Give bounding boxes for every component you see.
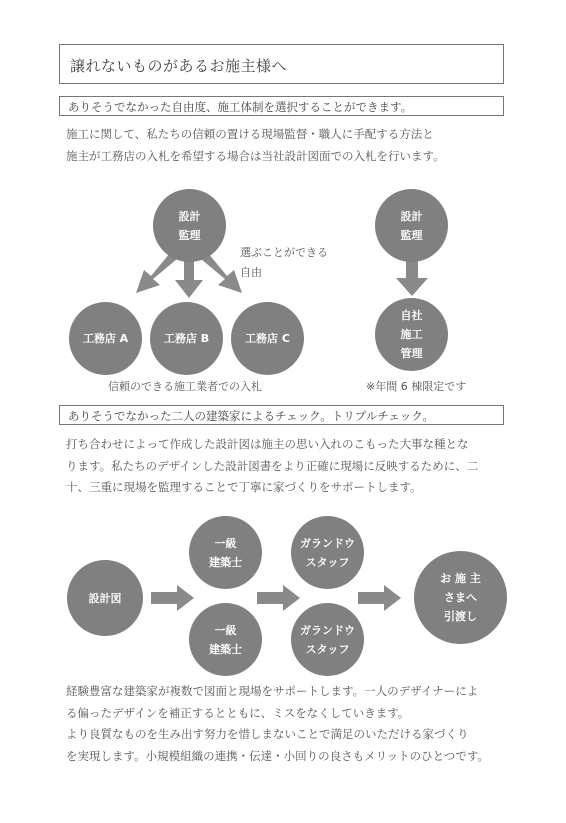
section2-para-line: ります。私たちのデザインした設計図書をより正確に現場に反映するために、二 (66, 458, 479, 473)
choice-label-line1: 選ぶことができる (240, 246, 328, 259)
arrow-drawing-to-architect (151, 585, 194, 611)
section2-heading: ありそうでなかった二人の建築家によるチェック。トリプルチェック。 (68, 409, 434, 423)
arrow-staff-to-handover (358, 585, 401, 611)
arrow-to-a (136, 253, 177, 293)
section1-para-line: 施主が工務店の入札を希望する場合は当社設計図面での入札を行います。 (66, 148, 445, 163)
closing-line: を実現します。小規模組織の連携・伝達・小回りの良さもメリットのひとつです。 (66, 748, 489, 763)
contractor-c-circle: 工務店 C (231, 302, 304, 375)
arrow-architect-to-staff (257, 585, 300, 611)
staff-circle-2: ガランドウ スタッフ (291, 603, 364, 676)
arrow-to-b (175, 258, 203, 298)
caption-right: ※年間 6 棟限定です (366, 380, 467, 393)
section2-heading-box (59, 405, 504, 425)
section2-paragraph (66, 434, 506, 499)
section2-para-line: 打ち合わせによって作成した設計図は施主の思い入れのこもった大事な種とな (66, 437, 469, 451)
arrow-to-c (201, 253, 242, 293)
closing-line: る偏ったデザインを補正するとともに、ミスをなくしていきます。 (66, 705, 410, 720)
choice-label-line2: 自由 (240, 266, 262, 279)
architect-circle-2: 一級 建築士 (189, 603, 262, 676)
closing-paragraph (66, 681, 506, 767)
architect-circle-1: 一級 建築士 (189, 516, 262, 589)
drawing-circle: 設計図 (67, 560, 143, 636)
section1-para-line: 施工に関して、私たちの信頼の置ける現場監督・職人に手配する方法と (66, 127, 434, 141)
section2-para-line: 十、三重に現場を監理することで丁寧に家づくりをサポートします。 (66, 480, 422, 494)
page-title: 譲れないものがあるお施主様へ (70, 57, 288, 75)
handover-circle: お 施 主 さまへ 引渡し (414, 551, 507, 644)
inhouse-management-circle: 自社 施工 管理 (375, 298, 448, 371)
design-supervision-circle-left: 設計 監理 (153, 189, 226, 262)
closing-line: より良質なものを生み出す努力を惜しまないことで満足のいただける家づくり (66, 727, 469, 741)
section1-heading: ありそうでなかった自由度、施工体制を選択することができます。 (68, 100, 413, 114)
design-supervision-circle-right: 設計 監理 (375, 189, 448, 262)
closing-line: 経験豊富な建築家が複数で図面と現場をサポートします。一人のデザイナーによ (66, 684, 479, 698)
caption-left: 信頼のできる施工業者での入札 (108, 380, 262, 393)
contractor-b-circle: 工務店 B (150, 302, 223, 375)
contractor-a-circle: 工務店 A (69, 302, 142, 375)
staff-circle-1: ガランドウ スタッフ (291, 516, 364, 589)
